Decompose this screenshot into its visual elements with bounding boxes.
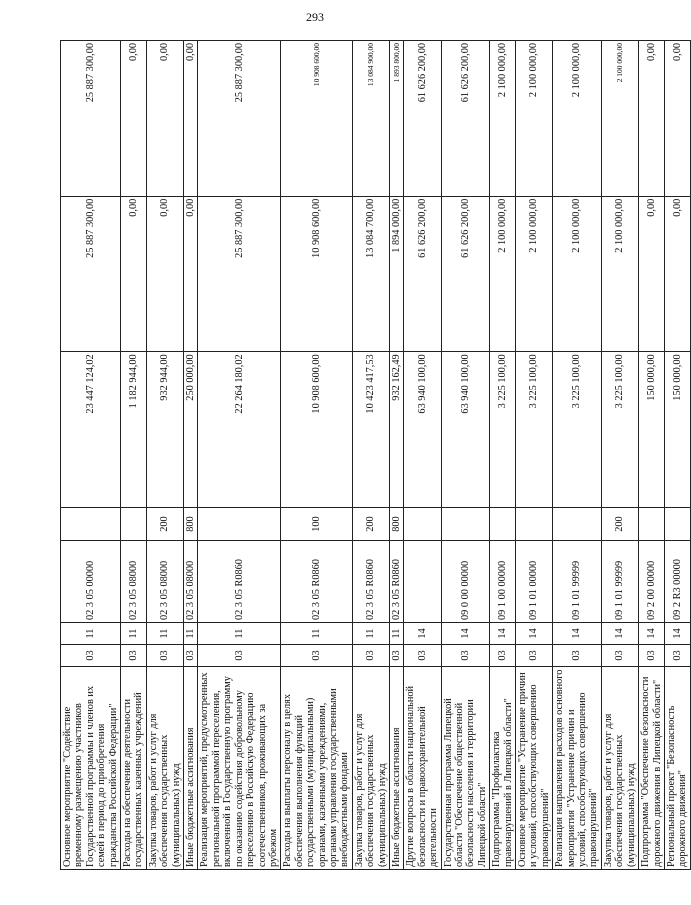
row-amount-3: 2 100 000,00 <box>490 41 516 197</box>
row-amount-2: 0,00 <box>121 196 147 352</box>
row-section: 03 <box>281 645 352 667</box>
row-amount-3: 0,00 <box>639 41 665 197</box>
row-amount-2: 0,00 <box>184 196 198 352</box>
row-amount-3: 2 100 000,00 <box>601 41 638 197</box>
row-article: 02 3 05 R0860 <box>198 541 281 623</box>
row-amount-3: 1 893 800,00 <box>389 41 403 197</box>
row-name: Подпрограмма "Профилактика правонарушений в Липецкой области" <box>490 667 516 870</box>
table-row <box>441 41 490 870</box>
table-row <box>664 41 690 870</box>
row-article: 09 1 01 00000 <box>516 541 553 623</box>
row-expense-type: 200 <box>352 508 389 541</box>
row-subsection: 11 <box>146 623 183 645</box>
row-subsection: 11 <box>198 623 281 645</box>
row-amount-3: 10 908 600,00 <box>281 41 352 197</box>
row-amount-3: 0,00 <box>146 41 183 197</box>
table-row <box>146 41 183 870</box>
row-article: 09 2 R3 00000 <box>664 541 690 623</box>
row-subsection: 14 <box>601 623 638 645</box>
row-amount-1: 932 162,49 <box>389 352 403 508</box>
row-name: Другие вопросы в области национальной безопасности и правоохранительной деятельности <box>404 667 441 870</box>
row-expense-type <box>441 508 490 541</box>
row-section: 03 <box>601 645 638 667</box>
row-name: Региональный проект "Безопасность дорожного движения" <box>664 667 690 870</box>
row-article: 09 0 00 00000 <box>441 541 490 623</box>
budget-table <box>60 40 691 870</box>
row-article: 02 3 05 R0860 <box>389 541 403 623</box>
row-amount-1: 3 225 100,00 <box>601 352 638 508</box>
table-row <box>639 41 665 870</box>
row-expense-type: 200 <box>601 508 638 541</box>
row-expense-type <box>639 508 665 541</box>
row-subsection: 14 <box>441 623 490 645</box>
row-name: Государственная программа Липецкой области "Обеспечение общественной безопасности населения и территории Липецкой области" <box>441 667 490 870</box>
row-amount-1: 63 940 100,00 <box>404 352 441 508</box>
row-name: Закупка товаров, работ и услуг для обеспечения государственных (муниципальных) нужд <box>352 667 389 870</box>
row-section: 03 <box>516 645 553 667</box>
row-expense-type: 200 <box>146 508 183 541</box>
row-amount-3: 25 887 300,00 <box>198 41 281 197</box>
row-subsection: 14 <box>664 623 690 645</box>
row-section: 03 <box>404 645 441 667</box>
row-amount-3: 61 626 200,00 <box>404 41 441 197</box>
table-row <box>281 41 352 870</box>
row-article: 02 3 05 08000 <box>184 541 198 623</box>
row-subsection: 14 <box>516 623 553 645</box>
row-expense-type: 800 <box>389 508 403 541</box>
row-expense-type <box>553 508 602 541</box>
row-expense-type <box>664 508 690 541</box>
row-expense-type <box>404 508 441 541</box>
row-section: 03 <box>146 645 183 667</box>
row-section: 03 <box>441 645 490 667</box>
row-article <box>404 541 441 623</box>
row-amount-2: 2 100 000,00 <box>601 196 638 352</box>
row-amount-1: 10 423 417,53 <box>352 352 389 508</box>
row-section: 03 <box>490 645 516 667</box>
row-expense-type <box>198 508 281 541</box>
row-section: 03 <box>184 645 198 667</box>
row-amount-1: 63 940 100,00 <box>441 352 490 508</box>
row-name: Иные бюджетные ассигнования <box>389 667 403 870</box>
page-number: 293 <box>306 10 324 24</box>
row-amount-1: 22 264 180,02 <box>198 352 281 508</box>
row-subsection: 11 <box>184 623 198 645</box>
row-expense-type <box>516 508 553 541</box>
row-article: 09 1 01 99999 <box>601 541 638 623</box>
row-expense-type <box>121 508 147 541</box>
row-article: 02 3 05 08000 <box>146 541 183 623</box>
row-amount-2: 2 100 000,00 <box>516 196 553 352</box>
table-row <box>601 41 638 870</box>
row-amount-1: 150 000,00 <box>639 352 665 508</box>
row-amount-3: 0,00 <box>664 41 690 197</box>
budget-table-rotated <box>60 40 689 870</box>
row-article: 02 3 05 00000 <box>61 541 121 623</box>
row-amount-1: 1 182 944,00 <box>121 352 147 508</box>
row-amount-3: 2 100 000,00 <box>516 41 553 197</box>
row-name: Закупка товаров, работ и услуг для обеспечения государственных (муниципальных) нужд <box>601 667 638 870</box>
row-section: 03 <box>639 645 665 667</box>
row-amount-2: 10 908 600,00 <box>281 196 352 352</box>
table-row <box>553 41 602 870</box>
row-amount-3: 61 626 200,00 <box>441 41 490 197</box>
budget-table-body <box>61 41 691 870</box>
row-amount-1: 150 000,00 <box>664 352 690 508</box>
row-article: 09 1 01 99999 <box>553 541 602 623</box>
row-subsection: 14 <box>490 623 516 645</box>
table-row <box>490 41 516 870</box>
row-name: Расходы на выплаты персоналу в целях обеспечения выполнения функций государственными (муниципальными) органами, казенными учреждениями, органами управления государственными внебюджетными фондами <box>281 667 352 870</box>
row-name: Иные бюджетные ассигнования <box>184 667 198 870</box>
row-amount-2: 25 887 300,00 <box>61 196 121 352</box>
row-subsection: 11 <box>281 623 352 645</box>
row-name: Подпрограмма "Обеспечение безопасности дорожного движения в Липецкой области" <box>639 667 665 870</box>
row-section: 03 <box>61 645 121 667</box>
row-amount-1: 23 447 124,02 <box>61 352 121 508</box>
row-amount-2: 13 084 700,00 <box>352 196 389 352</box>
row-amount-1: 3 225 100,00 <box>490 352 516 508</box>
row-amount-2: 2 100 000,00 <box>490 196 516 352</box>
row-section: 03 <box>198 645 281 667</box>
row-subsection: 14 <box>639 623 665 645</box>
row-subsection: 11 <box>61 623 121 645</box>
row-subsection: 11 <box>389 623 403 645</box>
row-article: 02 3 05 R0860 <box>352 541 389 623</box>
row-amount-3: 2 100 000,00 <box>553 41 602 197</box>
row-amount-1: 10 908 600,00 <box>281 352 352 508</box>
row-amount-2: 61 626 200,00 <box>404 196 441 352</box>
row-section: 03 <box>352 645 389 667</box>
row-subsection: 11 <box>352 623 389 645</box>
row-amount-3: 25 887 300,00 <box>61 41 121 197</box>
table-row <box>404 41 441 870</box>
row-amount-3: 13 084 900,00 <box>352 41 389 197</box>
row-amount-1: 932 944,00 <box>146 352 183 508</box>
row-amount-1: 250 000,00 <box>184 352 198 508</box>
row-subsection: 14 <box>404 623 441 645</box>
row-amount-2: 0,00 <box>639 196 665 352</box>
table-row <box>516 41 553 870</box>
row-name: Основное мероприятие "Устранение причин и условий, способствующих совершению правонарушений" <box>516 667 553 870</box>
row-article: 02 3 05 R0860 <box>281 541 352 623</box>
table-row <box>184 41 198 870</box>
row-amount-1: 3 225 100,00 <box>553 352 602 508</box>
row-subsection: 11 <box>121 623 147 645</box>
table-row <box>198 41 281 870</box>
row-expense-type: 800 <box>184 508 198 541</box>
row-expense-type <box>61 508 121 541</box>
row-expense-type: 100 <box>281 508 352 541</box>
row-section: 03 <box>664 645 690 667</box>
table-row <box>121 41 147 870</box>
row-name: Основное мероприятие "Содействие временному размещению участников Государственной программы и членов их семей в период до приобретения гражданства Российской Федерации" <box>61 667 121 870</box>
row-name: Реализация направления расходов основного мероприятия "Устранение причин и условий, способствующих совершению правонарушений" <box>553 667 602 870</box>
row-name: Реализация мероприятий, предусмотренных региональной программой переселения, включенной в Государственную программу по оказанию содействия добровольному переселению в Российскую Федерацию соотечественников, проживающих за рубежом <box>198 667 281 870</box>
row-article: 09 2 00 00000 <box>639 541 665 623</box>
row-name: Расходы на обеспечение деятельности государственных казенных учреждений <box>121 667 147 870</box>
row-amount-2: 25 887 300,00 <box>198 196 281 352</box>
row-amount-3: 0,00 <box>184 41 198 197</box>
row-article: 02 3 05 08000 <box>121 541 147 623</box>
row-amount-2: 2 100 000,00 <box>553 196 602 352</box>
row-amount-2: 1 894 000,00 <box>389 196 403 352</box>
row-section: 03 <box>389 645 403 667</box>
row-amount-2: 0,00 <box>664 196 690 352</box>
row-amount-3: 0,00 <box>121 41 147 197</box>
row-subsection: 14 <box>553 623 602 645</box>
table-row <box>389 41 403 870</box>
row-amount-2: 61 626 200,00 <box>441 196 490 352</box>
row-section: 03 <box>121 645 147 667</box>
row-amount-2: 0,00 <box>146 196 183 352</box>
row-amount-1: 3 225 100,00 <box>516 352 553 508</box>
table-row <box>61 41 121 870</box>
row-expense-type <box>490 508 516 541</box>
row-article: 09 1 00 00000 <box>490 541 516 623</box>
row-name: Закупка товаров, работ и услуг для обеспечения государственных (муниципальных) нужд <box>146 667 183 870</box>
table-row <box>352 41 389 870</box>
row-section: 03 <box>553 645 602 667</box>
